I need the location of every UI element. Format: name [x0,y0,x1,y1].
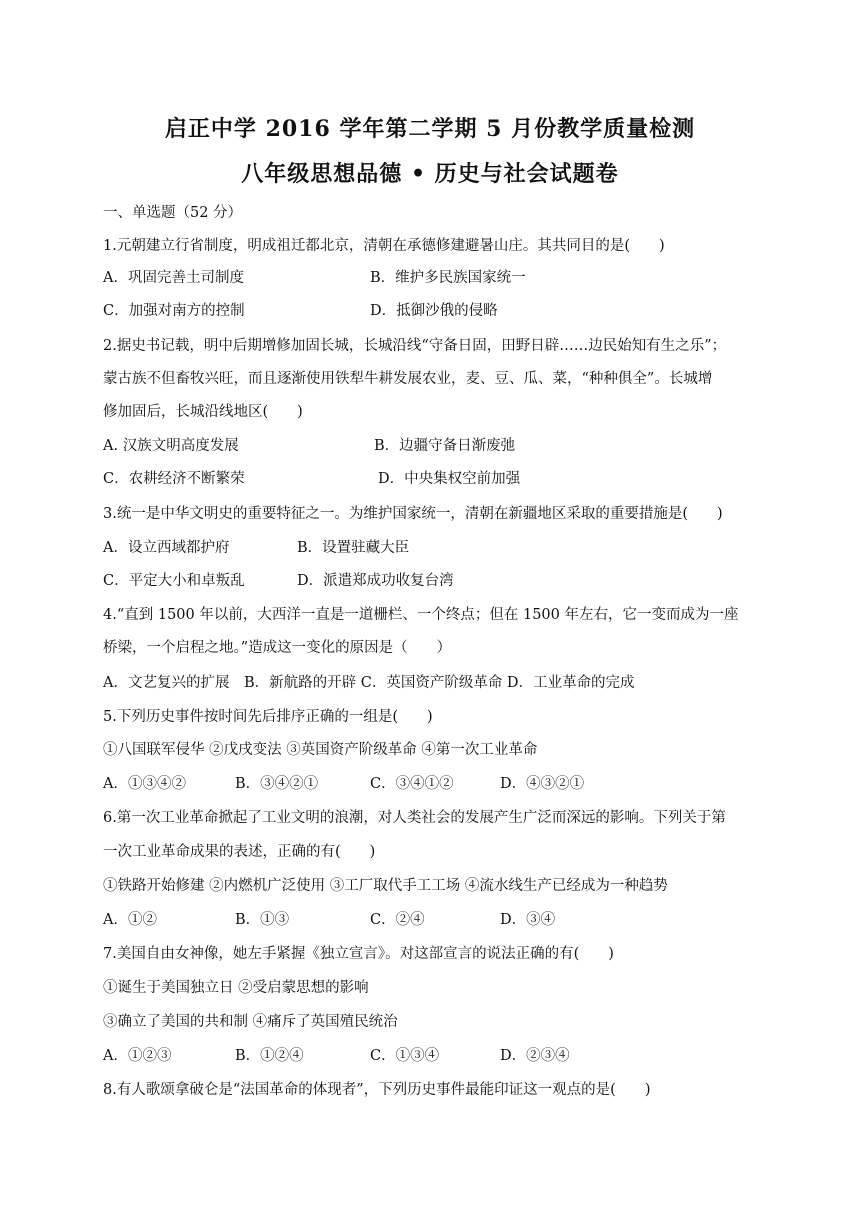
q6-option-b: B．①③ [235,912,290,928]
q3-option-c: C．平定大小和卓叛乱 [103,573,245,589]
q2-option-b: B．边疆守备日渐废弛 [374,438,516,454]
section-heading: 一、单选题（52 分） [103,205,243,221]
q2-option-a: A. 汉族文明高度发展 [103,438,239,454]
question-1-stem: 1.元朝建立行省制度，明成祖迁都北京，清朝在承德修建避暑山庄。其共同目的是( ) [103,238,665,254]
q7-option-c: C．①③④ [370,1048,440,1064]
q2-option-d: D．中央集权空前加强 [378,471,521,487]
q7-option-b: B．①②④ [235,1048,304,1064]
q3-option-d: D．派遣郑成功收复台湾 [297,573,454,589]
q3-option-a: A．设立西域都护府 [103,540,230,556]
q6-option-c: C．②④ [370,912,425,928]
question-6-items: ①铁路开始修建 ②内燃机广泛使用 ③工厂取代手工工场 ④流水线生产已经成为一种趋势 [103,878,668,894]
question-3-stem: 3.统一是中华文明史的重要特征之一。为维护国家统一，清朝在新疆地区采取的重要措施是( ) [103,506,723,522]
q1-option-a: A．巩固完善土司制度 [103,270,244,286]
question-5-stem: 5.下列历史事件按时间先后排序正确的一组是( ) [103,709,433,725]
question-4-options: A．文艺复兴的扩展 B．新航路的开辟 C．英国资产阶级革命 D．工业革命的完成 [103,675,635,691]
q7-option-a: A．①②③ [103,1048,172,1064]
question-7-stem: 7.美国自由女神像，她左手紧握《独立宣言》。对这部宣言的说法正确的有( ) [103,946,614,962]
q2-option-c: C．农耕经济不断繁荣 [103,471,245,487]
q1-option-c: C．加强对南方的控制 [103,303,245,319]
question-2-stem-line-3: 修加固后，长城沿线地区( ) [103,404,303,420]
question-4-stem-line-1: 4.“直到 1500 年以前，大西洋一直是一道栅栏、一个终点；但在 1500 年左右，它一变而成为一座 [103,607,739,623]
question-6-stem-line-2: 一次工业革命成果的表述，正确的有( ) [103,844,376,860]
question-2-stem-line-2: 蒙古族不但畜牧兴旺，而且逐渐使用铁犁牛耕发展农业，麦、豆、瓜、菜，“种种俱全”。长城增 [103,371,713,387]
question-6-stem-line-1: 6.第一次工业革命掀起了工业文明的浪潮，对人类社会的发展产生广泛而深远的影响。下列关于第 [103,810,726,826]
question-2-stem-line-1: 2.据史书记载，明中后期增修加固长城，长城沿线“守备日固，田野日辟……边民始知有生之乐”； [103,338,727,354]
q1-option-b: B．维护多民族国家统一 [370,270,526,286]
question-7-items-line-2: ③确立了美国的共和制 ④痛斥了英国殖民统治 [103,1014,398,1030]
exam-title: 启正中学 2016 学年第二学期 5 月份教学质量检测 [164,116,696,142]
q5-option-d: D．④③②① [500,776,585,792]
q5-option-c: C．③④①② [370,776,454,792]
question-4-stem-line-2: 桥梁，一个启程之地。”造成这一变化的原因是（ ） [103,640,452,656]
q6-option-a: A．①② [103,912,157,928]
q3-option-b: B．设置驻藏大臣 [297,540,410,556]
question-7-items-line-1: ①诞生于美国独立日 ②受启蒙思想的影响 [103,980,369,996]
q1-option-d: D．抵御沙俄的侵略 [370,303,498,319]
q6-option-d: D．③④ [500,912,556,928]
question-8-stem: 8.有人歌颂拿破仑是“法国革命的体现者”，下列历史事件最能印证这一观点的是( ) [103,1082,651,1098]
q7-option-d: D．②③④ [500,1048,570,1064]
question-5-items: ①八国联军侵华 ②戊戌变法 ③英国资产阶级革命 ④第一次工业革命 [103,742,538,758]
q5-option-b: B．③④②① [235,776,319,792]
exam-subtitle: 八年级思想品德 • 历史与社会试题卷 [241,161,619,187]
q5-option-a: A．①③④② [103,776,186,792]
